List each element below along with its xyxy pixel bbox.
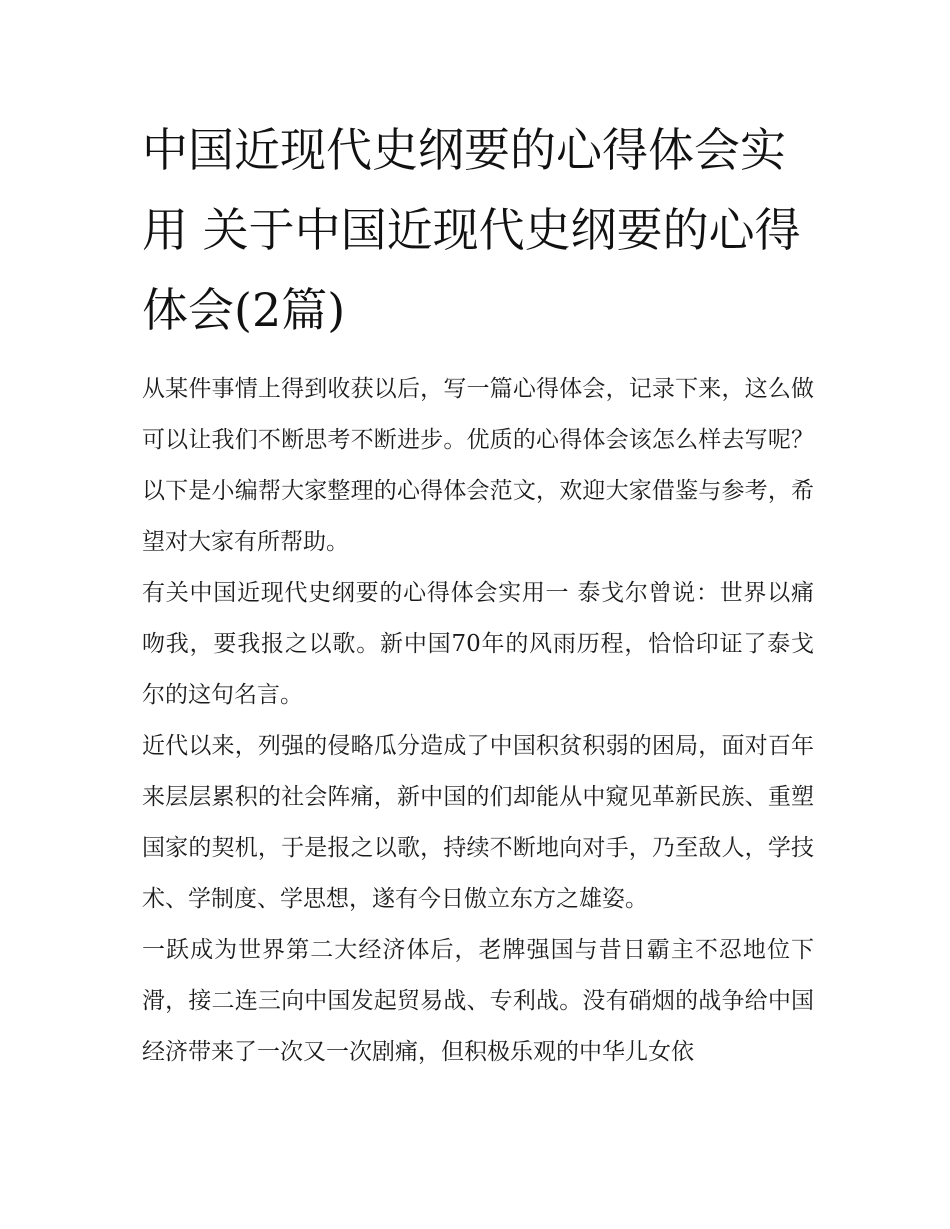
intro-paragraph: 从某件事情上得到收获以后，写一篇心得体会，记录下来，这么做可以让我们不断思考不断进步。优质的心得体会该怎么样去写呢？以下是小编帮大家整理的心得体会范文，欢迎大家借鉴与参考，希望对大家有所帮助。 bbox=[142, 376, 814, 555]
body-paragraph-1: 有关中国近现代史纲要的心得体会实用一 泰戈尔曾说：世界以痛吻我，要我报之以歌。新中国70年的风雨历程，恰恰印证了泰戈尔的这句名言。 bbox=[142, 580, 814, 708]
document-title: 中国近现代史纲要的心得体会实用 关于中国近现代史纲要的心得体会(2篇) bbox=[142, 123, 801, 337]
document-page bbox=[142, 110, 814, 1078]
body-paragraph-2: 近代以来，列强的侵略瓜分造成了中国积贫积弱的困局，面对百年来层层累积的社会阵痛，新中国的们却能从中窥见革新民族、重塑国家的契机，于是报之以歌，持续不断地向对手，乃至敌人，学技术、学制度、学思想，遂有今日傲立东方之雄姿。 bbox=[142, 733, 814, 912]
body-paragraph-3: 一跃成为世界第二大经济体后，老牌强国与昔日霸主不忍地位下滑，接二连三向中国发起贸易战、专利战。没有硝烟的战争给中国经济带来了一次又一次剧痛，但积极乐观的中华儿女依 bbox=[142, 937, 814, 1065]
